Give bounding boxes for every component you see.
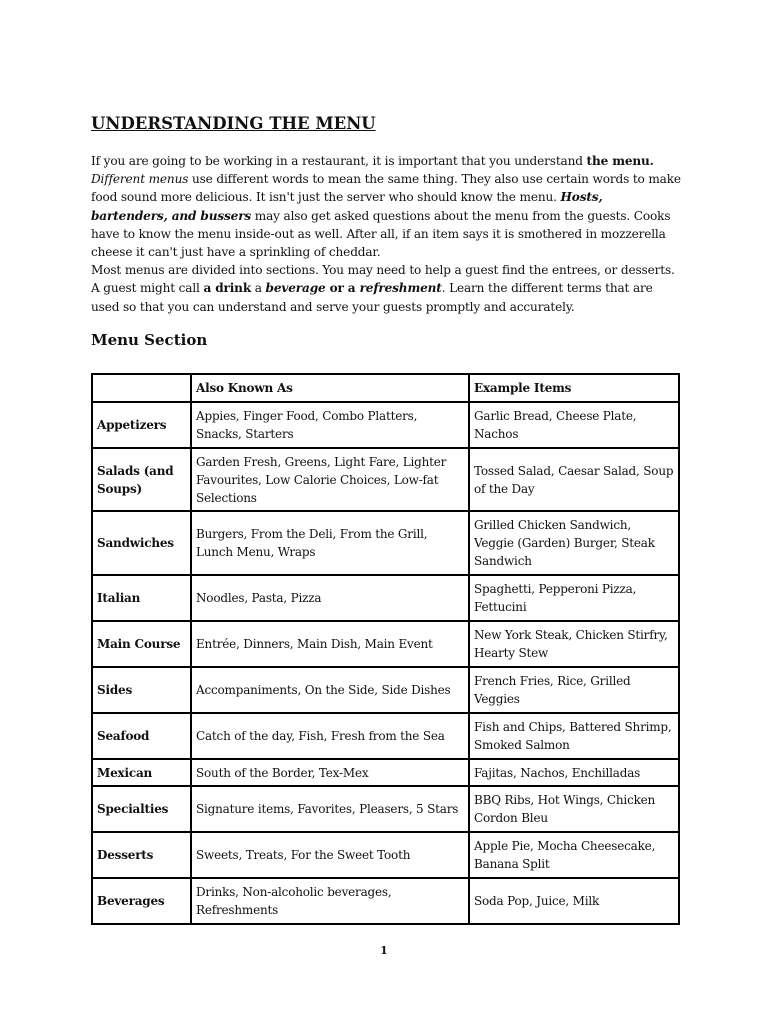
example-items-cell: BBQ Ribs, Hot Wings, Chicken Cordon Bleu xyxy=(469,786,679,832)
also-known-as-cell: Catch of the day, Fish, Fresh from the Sea xyxy=(191,713,469,759)
example-items-cell: Apple Pie, Mocha Cheesecake, Banana Split xyxy=(469,832,679,878)
section-name-cell: Specialties xyxy=(92,786,191,832)
table-row xyxy=(92,575,679,621)
table-row xyxy=(92,511,679,575)
intro-text xyxy=(91,152,681,316)
header-cell-section xyxy=(92,374,191,402)
intro-bold-italic-staff: Hosts, bartenders, and bussers xyxy=(91,190,603,223)
table-header-row xyxy=(92,374,679,402)
section-name-cell: Seafood xyxy=(92,713,191,759)
table-row xyxy=(92,786,679,832)
intro-bold-a-drink: a drink xyxy=(203,281,252,296)
example-items-cell: New York Steak, Chicken Stirfry, Hearty Stew xyxy=(469,621,679,667)
also-known-as-cell: Drinks, Non-alcoholic beverages, Refreshments xyxy=(191,878,469,924)
section-name-cell: Appetizers xyxy=(92,402,191,448)
intro-text-run: use different words to mean the same thing. They also use certain words to make food sound more delicious. It isn't just the server who should know the menu. xyxy=(91,172,681,205)
intro-text-run: may also get asked questions about the menu from the guests. Cooks have to know the menu inside-out as well. After all, if an item says it is smothered in mozzerella cheese it can't just have a sprinkling of cheddar. xyxy=(91,208,671,260)
intro-text-run: Most menus are divided into sections. You may need to help a guest find the entrees, or desserts. A guest might call xyxy=(91,263,675,296)
table-row xyxy=(92,713,679,759)
also-known-as-cell: Entrée, Dinners, Main Dish, Main Event xyxy=(191,621,469,667)
example-items-cell: Fajitas, Nachos, Enchilladas xyxy=(469,759,679,786)
also-known-as-cell: South of the Border, Tex-Mex xyxy=(191,759,469,786)
example-items-cell: Garlic Bread, Cheese Plate, Nachos xyxy=(469,402,679,448)
section-name-cell: Beverages xyxy=(92,878,191,924)
table-row xyxy=(92,832,679,878)
header-cell-example-items: Example Items xyxy=(469,374,679,402)
example-items-cell: French Fries, Rice, Grilled Veggies xyxy=(469,667,679,713)
section-name-cell: Italian xyxy=(92,575,191,621)
also-known-as-cell: Accompaniments, On the Side, Side Dishes xyxy=(191,667,469,713)
table-row xyxy=(92,759,679,786)
example-items-cell: Fish and Chips, Battered Shrimp, Smoked Salmon xyxy=(469,713,679,759)
intro-text-run: a xyxy=(251,281,266,296)
intro-bold-italic-beverage: beverage xyxy=(265,281,326,296)
also-known-as-cell: Burgers, From the Deli, From the Grill, Lunch Menu, Wraps xyxy=(191,511,469,575)
header-cell-also-known-as: Also Known As xyxy=(191,374,469,402)
table-row xyxy=(92,667,679,713)
section-name-cell: Main Course xyxy=(92,621,191,667)
intro-italic-different-menus: Different menus xyxy=(91,172,189,187)
section-name-cell: Sides xyxy=(92,667,191,713)
intro-bold-the-menu: the menu. xyxy=(586,154,654,168)
also-known-as-cell: Appies, Finger Food, Combo Platters, Snacks, Starters xyxy=(191,402,469,448)
also-known-as-cell: Noodles, Pasta, Pizza xyxy=(191,575,469,621)
intro-text-run: . Learn the different terms that are used so that you can understand and serve your guests promptly and accurately. xyxy=(91,281,653,314)
example-items-cell: Soda Pop, Juice, Milk xyxy=(469,878,679,924)
section-name-cell: Desserts xyxy=(92,832,191,878)
page-title: UNDERSTANDING THE MENU xyxy=(91,114,376,133)
intro-paragraph-2 xyxy=(91,261,681,316)
table-row xyxy=(92,621,679,667)
intro-bold-italic-refreshment: refreshment xyxy=(359,281,442,296)
also-known-as-cell: Sweets, Treats, For the Sweet Tooth xyxy=(191,832,469,878)
section-name-cell: Sandwiches xyxy=(92,511,191,575)
table-row xyxy=(92,878,679,924)
menu-section-table xyxy=(91,373,680,925)
intro-bold-or-a: or a xyxy=(325,281,360,296)
also-known-as-cell: Garden Fresh, Greens, Light Fare, Lighter Favourites, Low Calorie Choices, Low-fat Selections xyxy=(191,448,469,511)
page-number: 1 xyxy=(380,944,388,957)
example-items-cell: Grilled Chicken Sandwich, Veggie (Garden) Burger, Steak Sandwich xyxy=(469,511,679,575)
section-name-cell: Salads (and Soups) xyxy=(92,448,191,511)
section-name-cell: Mexican xyxy=(92,759,191,786)
also-known-as-cell: Signature items, Favorites, Pleasers, 5 Stars xyxy=(191,786,469,832)
intro-paragraph-1 xyxy=(91,152,681,261)
example-items-cell: Spaghetti, Pepperoni Pizza, Fettucini xyxy=(469,575,679,621)
table-row xyxy=(92,448,679,511)
intro-text-run: If you are going to be working in a restaurant, it is important that you understand xyxy=(91,154,587,168)
section-heading: Menu Section xyxy=(91,331,208,349)
table-row xyxy=(92,402,679,448)
example-items-cell: Tossed Salad, Caesar Salad, Soup of the Day xyxy=(469,448,679,511)
